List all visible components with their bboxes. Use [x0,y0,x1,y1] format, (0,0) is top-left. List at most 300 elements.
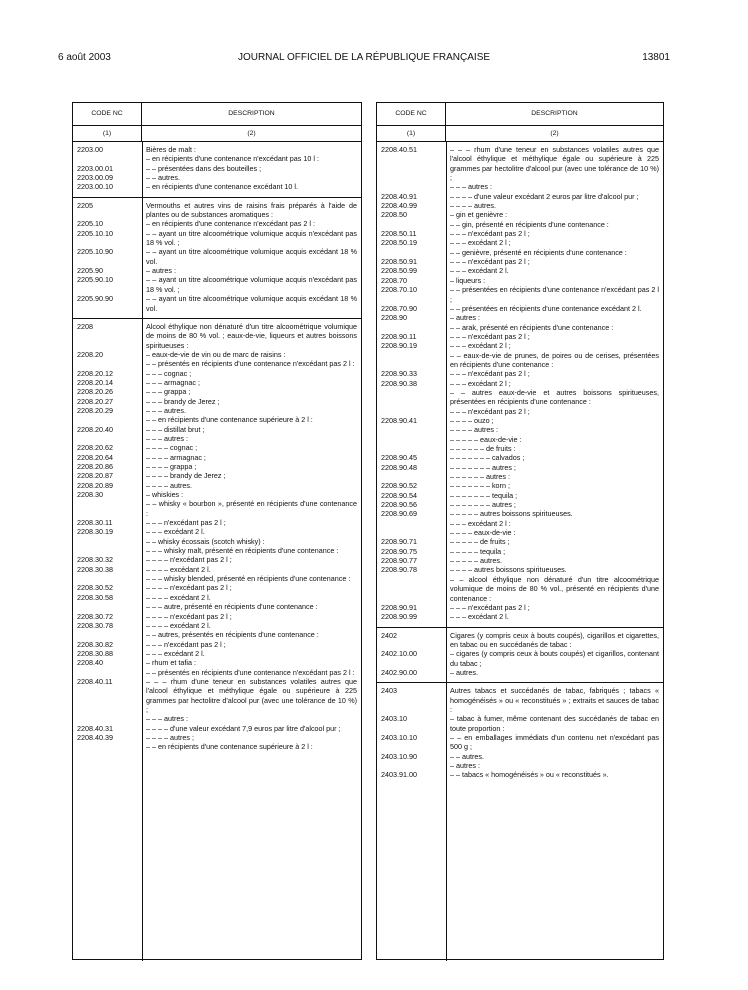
nc-code: 2208.30.88 [77,648,113,658]
nc-code [377,444,446,453]
description-text: – – alcool éthylique non dénaturé d'un titre alcoométrique volumique de moins de 80 % vol., présenté en récipients d'une contenance : [450,574,659,603]
description-text: – – autres eaux-de-vie et autres boissons spiritueuses, présentées en récipients d'une contenance : [450,387,659,407]
description-text: – – – excédant 2 l. [146,527,205,537]
description-text: – – – n'excédant pas 2 l ; [450,257,530,267]
nc-code [377,388,446,407]
description-text: – – – – – – de fruits : [450,444,516,453]
table-row [377,416,663,425]
nc-code: 2208.20.26 [77,387,113,397]
table-row [377,537,663,546]
nc-code: 2208.20.29 [77,405,113,415]
nc-code: 2208.70.90 [381,303,417,313]
description-text: – – – autres : [450,182,492,192]
description-text: – – – – excédant 2 l. [146,620,211,630]
table-row [73,182,361,191]
table-row [73,649,361,658]
column-numbers [73,126,361,142]
description-text: – – en récipients d'une contenance supérieure à 2 l : [146,415,313,425]
table-row [73,266,361,275]
nc-code: 2208.30.52 [77,583,113,593]
nc-code [73,714,142,723]
description-text: – – présentées en récipients d'une contenance excédant 2 l. [450,303,642,313]
description-text: – whiskies : [146,490,184,500]
nc-code: 2205.90 [77,266,103,276]
description-text: – en récipients d'une contenance excédant 10 l. [146,182,299,192]
table-row [73,499,361,518]
table-row [73,322,361,350]
nc-code: 2208.40.39 [77,732,113,742]
nc-code: 2208.30.82 [77,639,113,649]
table-row [377,733,663,752]
table-row [73,565,361,574]
nc-code: 2208.30.11 [77,518,113,528]
table-row [73,583,361,592]
table-row [377,201,663,210]
table-row [73,733,361,742]
description-text: – – arak, présenté en récipients d'une contenance : [450,322,614,332]
description-text: – autres : [450,761,480,770]
nc-code: 2208.20.87 [77,471,113,481]
table-row [377,612,663,621]
table-row [73,658,361,667]
nc-code [73,668,142,677]
table-row [377,285,663,304]
description-text: – – – n'excédant pas 2 l ; [450,369,530,379]
description-text: – – – – armagnac ; [146,452,206,462]
table-row [377,481,663,490]
table-row [73,518,361,527]
nc-code: 2208.20.14 [77,377,113,387]
publication-date: 6 août 2003 [58,52,111,63]
table-row [377,770,663,779]
table-row [73,369,361,378]
description-text: – – – – n'excédant pas 2 l ; [146,583,232,593]
table-row [73,387,361,396]
nc-code: 2208.90.54 [381,490,417,500]
nc-code: 2208.90.77 [381,556,417,566]
description-text: – autres : [450,313,480,323]
column-number-1: (1) [377,126,446,141]
description-text: – – en récipients d'une contenance supérieure à 2 l : [146,742,313,752]
nc-code: 2208.90.45 [381,453,417,463]
description-text: – – – – ouzo ; [450,415,494,425]
description-text: – – – excédant 2 l ; [450,238,511,248]
table-row [377,603,663,612]
nc-code: 2208.50 [381,210,407,220]
nc-code: 2208.20.89 [77,480,113,490]
journal-title: JOURNAL OFFICIEL DE LA RÉPUBLIQUE FRANÇAISE [237,52,491,63]
description-text: – – – – cognac ; [146,443,198,453]
description-text: – en récipients d'une contenance n'excédant pas 2 l : [146,219,315,229]
description-text: – – – n'excédant pas 2 l ; [450,602,530,612]
tariff-group [73,319,361,757]
table-row [377,649,663,668]
nc-code: 2208.90.99 [381,612,417,622]
description-text: – – – autres : [146,714,188,724]
nc-code [73,499,142,518]
table-row [377,276,663,285]
nc-code: 2208.90.38 [381,378,417,388]
column-numbers [377,126,663,142]
nc-code: 2208.30 [77,490,103,500]
table-row [377,145,663,182]
table-row [377,229,663,238]
description-text: – – – – excédant 2 l. [146,592,211,602]
table-row [73,350,361,359]
table-row [377,379,663,388]
table-row [377,238,663,247]
column-divider [142,142,143,961]
description-text: – – autres. [146,173,180,183]
table-header [377,103,663,126]
description-text: – – ayant un titre alcoométrique volumique acquis excédant 18 % vol. [146,294,357,313]
description-text: Cigares (y compris ceux à bouts coupés), cigarillos et cigarettes, en tabac ou en succédanés de tabac : [450,630,659,649]
table-row [73,173,361,182]
nc-code: 2208.20.62 [77,443,113,453]
nc-code: 2208.90.91 [381,602,417,612]
description-column-header: DESCRIPTION [228,110,275,118]
table-row [377,491,663,500]
tariff-group [73,198,361,319]
nc-code: 2403.10.90 [381,751,417,761]
table-row [73,359,361,368]
description-text: – – – excédant 2 l : [450,518,511,528]
nc-code: 2205.90.10 [77,275,113,285]
description-text: – – – – – – – tequila ; [450,490,518,500]
table-row [377,248,663,257]
nc-code: 2402.10.00 [381,649,417,659]
table-row [73,247,361,266]
nc-code: 2203.00.09 [77,173,113,183]
table-row [377,435,663,444]
nc-code: 2205.10 [77,219,103,229]
description-text: – – – – autres. [146,480,192,490]
tariff-group [377,683,663,784]
description-text: – – – – autres ; [146,732,194,742]
nc-code: 2205 [77,200,93,210]
table-row [377,220,663,229]
description-text: – – – autres. [146,405,186,415]
nc-code: 2208.90.41 [381,415,417,425]
description-text: – – – – – autres boissons spiritueuses. [450,509,573,519]
description-text: – en récipients d'une contenance n'excédant pas 10 l : [146,154,319,164]
table-row [73,164,361,173]
nc-code: 2208.20.40 [77,424,113,434]
table-row [73,527,361,536]
table-row [73,443,361,452]
table-row [377,463,663,472]
nc-code: 2208.90.69 [381,509,417,519]
right-table-body [377,142,663,961]
nc-code: 2208.70.10 [381,285,417,295]
table-row [73,201,361,220]
description-text: – – – brandy de Jerez ; [146,396,220,406]
table-row [377,565,663,574]
description-text: – – – autre, présenté en récipients d'une contenance : [146,602,318,612]
table-row [73,294,361,313]
nc-code [377,248,446,257]
description-text: – – – – eaux-de-vie : [450,528,516,538]
nc-code: 2208.20.27 [77,396,113,406]
nc-code: 2208.30.38 [77,564,113,574]
description-text: – – – – – – – korn ; [450,481,510,491]
nc-code [377,323,446,332]
table-row [377,341,663,350]
table-row [73,453,361,462]
nc-code: 2208.90.75 [381,546,417,556]
table-row [377,182,663,191]
description-text: – – – excédant 2 l ; [450,378,511,388]
description-text: – – – – – – – autres ; [450,500,516,510]
description-text: – – – excédant 2 l. [146,648,205,658]
nc-code: 2403.91.00 [381,770,417,780]
tariff-group [377,142,663,628]
table-row [377,714,663,733]
table-row [377,257,663,266]
nc-code: 2208.50.19 [381,238,417,248]
table-row [377,407,663,416]
nc-code [377,761,446,770]
description-text: Autres tabacs et succédanés de tabac, fabriqués ; tabacs « homogénéisés » ou « reconstitués » ; extraits et sauces de tabac : [450,686,659,714]
nc-code: 2208.40.91 [381,191,417,201]
nc-code: 2403 [381,686,397,696]
table-row [73,714,361,723]
table-header [73,103,361,126]
description-text: – – – excédant 2 l. [450,266,509,276]
table-row [377,332,663,341]
table-row [73,275,361,294]
nc-code: 2208.40.31 [77,723,113,733]
nc-code [73,630,142,639]
column-divider [446,142,447,961]
description-column-header: DESCRIPTION [531,110,578,118]
description-text: – eaux-de-vie de vin ou de marc de raisins : [146,349,286,359]
nc-code [73,537,142,546]
nc-code: 2208.20 [77,349,103,359]
description-text: – – – – autres : [450,425,498,435]
table-row [73,668,361,677]
nc-code [377,220,446,229]
description-text: – – présentées dans des bouteilles ; [146,163,262,173]
description-text: – – – – autres. [450,201,496,211]
nc-code: 2208.30.78 [77,620,113,630]
description-text: – – – – d'une valeur excédant 2 euros par litre d'alcool pur ; [450,191,639,201]
description-text: – – – grappa ; [146,387,191,397]
nc-code: 2208 [77,321,93,331]
description-text: – – – – – de fruits ; [450,537,510,547]
description-text: Vermouths et autres vins de raisins frais préparés à l'aide de plantes ou de substances aromatiques : [146,200,357,220]
table-row [73,574,361,583]
nc-code: 2208.20.12 [77,368,113,378]
nc-code [73,359,142,368]
nc-code: 2208.90.78 [381,565,417,575]
right-table [376,102,664,960]
nc-code [73,434,142,443]
table-row [73,397,361,406]
description-text: – – – excédant 2 l ; [450,341,511,351]
description-text: – tabac à fumer, même contenant des succédanés de tabac en toute proportion : [450,714,659,733]
nc-code: 2402.90.00 [381,667,417,677]
table-row [377,556,663,565]
nc-code: 2208.40.11 [77,676,113,686]
nc-code: 2403.10.10 [381,732,417,742]
table-row [377,304,663,313]
nc-code: 2208.90 [381,313,407,323]
description-text: – – présentées en récipients d'une contenance n'excédant pas 2 l ; [450,285,659,304]
description-text: – – – – – tequila ; [450,546,506,556]
nc-code: 2208.40.51 [381,145,417,154]
table-row [377,631,663,650]
code-column-header: CODE NC [377,103,446,125]
table-row [73,742,361,751]
description-text: – – autres. [450,751,484,761]
nc-code [377,351,446,370]
nc-code [377,425,446,434]
description-text: – – – – n'excédant pas 2 l ; [146,611,232,621]
description-text: – – – – – – – calvados ; [450,453,525,463]
column-number-2: (2) [550,129,559,137]
table-row [377,192,663,201]
table-row [73,602,361,611]
description-text: – – genièvre, présenté en récipients d'une contenance : [450,247,627,257]
description-text: – – – cognac ; [146,368,192,378]
nc-code: 2208.30.32 [77,555,113,565]
nc-code [377,472,446,481]
description-text: – – ayant un titre alcoométrique volumique acquis n'excédant pas 18 % vol. ; [146,228,357,248]
table-row [73,229,361,248]
nc-code [73,602,142,611]
table-row [73,462,361,471]
description-text: – – – armagnac ; [146,377,200,387]
table-row [73,677,361,714]
nc-code: 2205.10.10 [77,228,113,238]
table-row [73,490,361,499]
page-header [58,52,670,66]
table-row [377,519,663,528]
description-text: – – – rhum d'une teneur en substances volatiles autres que l'alcool éthylique et méthylique égale ou supérieure à 225 grammes par hectolitre d'alcool pur (avec une tolérance de 10 %) ; [450,145,659,183]
nc-code: 2208.20.86 [77,462,113,471]
description-text: – – en emballages immédiats d'un contenu net n'excédant pas 500 g ; [450,732,659,752]
nc-code: 2402 [381,630,397,640]
description-text: – – – n'excédant pas 2 l ; [450,406,530,416]
table-row [73,425,361,434]
description-text: – – autres, présentés en récipients d'une contenance : [146,630,319,640]
nc-code [377,182,446,191]
description-text: – – présentés en récipients d'une contenance n'excédant pas 2 l : [146,359,355,369]
table-row [377,210,663,219]
table-row [377,528,663,537]
table-row [377,668,663,677]
description-text: – liqueurs : [450,275,486,285]
table-row [377,453,663,462]
nc-code: 2208.50.11 [381,229,417,239]
description-text: – – – – – autres. [450,556,502,566]
nc-code: 2208.30.19 [77,527,113,537]
table-row [377,547,663,556]
table-row [73,434,361,443]
nc-code [73,415,142,424]
table-row [377,323,663,332]
table-row [377,351,663,370]
description-text: – – – n'excédant pas 2 l ; [146,639,226,649]
table-row [73,724,361,733]
description-text: – – gin, présenté en récipients d'une contenance : [450,219,609,229]
table-row [73,481,361,490]
table-row [377,313,663,322]
description-text: – – eaux-de-vie de prunes, de poires ou de cerises, présentées en récipients d'une contenance : [450,350,659,369]
nc-code: 2208.90.19 [381,341,417,351]
nc-code: 2208.50.99 [381,266,417,276]
description-text: – – – whisky blended, présenté en récipients d'une contenance : [146,574,351,584]
nc-code: 2203.00.10 [77,182,113,192]
left-table-body [73,142,361,961]
column-number-1: (1) [73,126,142,141]
nc-code [377,435,446,444]
nc-code: 2205.10.90 [77,247,113,257]
description-text: Bières de malt : [146,145,196,154]
tariff-group [73,142,361,198]
table-row [377,388,663,407]
code-column-header: CODE NC [73,103,142,125]
nc-code: 2208.30.58 [77,592,113,602]
nc-code [73,546,142,555]
table-row [73,537,361,546]
description-text: Alcool éthylique non dénaturé d'un titre alcoométrique volumique de moins de 80 % vol. ; eaux-de-vie, liqueurs et autres boissons spiritueuses : [146,321,357,350]
description-text: – – – – – – – autres ; [450,462,516,472]
description-text: – – – – autres boissons spiritueuses. [450,565,567,575]
description-text: – – whisky écossais (scotch whisky) : [146,536,265,546]
nc-code: 2208.50.91 [381,257,417,267]
description-text: – – présentés en récipients d'une contenance n'excédant pas 2 l : [146,667,355,677]
nc-code: 2208.40 [77,658,103,668]
nc-code [73,742,142,751]
nc-code: 2203.00.01 [77,163,113,173]
table-row [73,154,361,163]
description-text: – – – whisky malt, présenté en récipients d'une contenance : [146,546,339,556]
description-text: – – – – – – autres : [450,472,510,482]
description-text: – – whisky « bourbon », présenté en récipients d'une contenance : [146,499,357,518]
table-row [377,444,663,453]
table-row [377,686,663,714]
description-text: – autres. [450,667,478,677]
column-number-2: (2) [247,129,256,137]
nc-code [377,575,446,603]
table-row [377,500,663,509]
description-text: – – ayant un titre alcoométrique volumique acquis n'excédant pas 18 % vol. ; [146,275,357,294]
nc-code: 2208.70 [381,275,407,285]
page-number: 13801 [642,52,670,63]
tariff-group [377,628,663,684]
nc-code [73,574,142,583]
description-text: – – – rhum d'une teneur en substances volatiles autres que l'alcool éthylique et méthylique égale ou supérieure à 225 grammes par hectolitre d'alcool pur (avec une tolérance de 10 %) ; [146,676,357,714]
table-row [377,369,663,378]
nc-code: 2208.90.11 [381,331,417,341]
description-text: – – – – – eaux-de-vie : [450,434,522,444]
table-row [73,471,361,480]
description-text: – – – n'excédant pas 2 l ; [450,229,530,239]
description-text: – – tabacs « homogénéisés » ou « reconstitués ». [450,770,609,780]
nc-code [377,519,446,528]
table-row [73,621,361,630]
description-text: – – – – grappa ; [146,462,197,471]
table-row [73,546,361,555]
description-text: – cigares (y compris ceux à bouts coupés) et cigarillos, contenant du tabac ; [450,649,659,668]
nc-code: 2208.30.72 [77,611,113,621]
nc-code: 2205.90.90 [77,294,113,304]
table-row [73,378,361,387]
table-row [73,640,361,649]
description-text: – autres : [146,266,176,276]
